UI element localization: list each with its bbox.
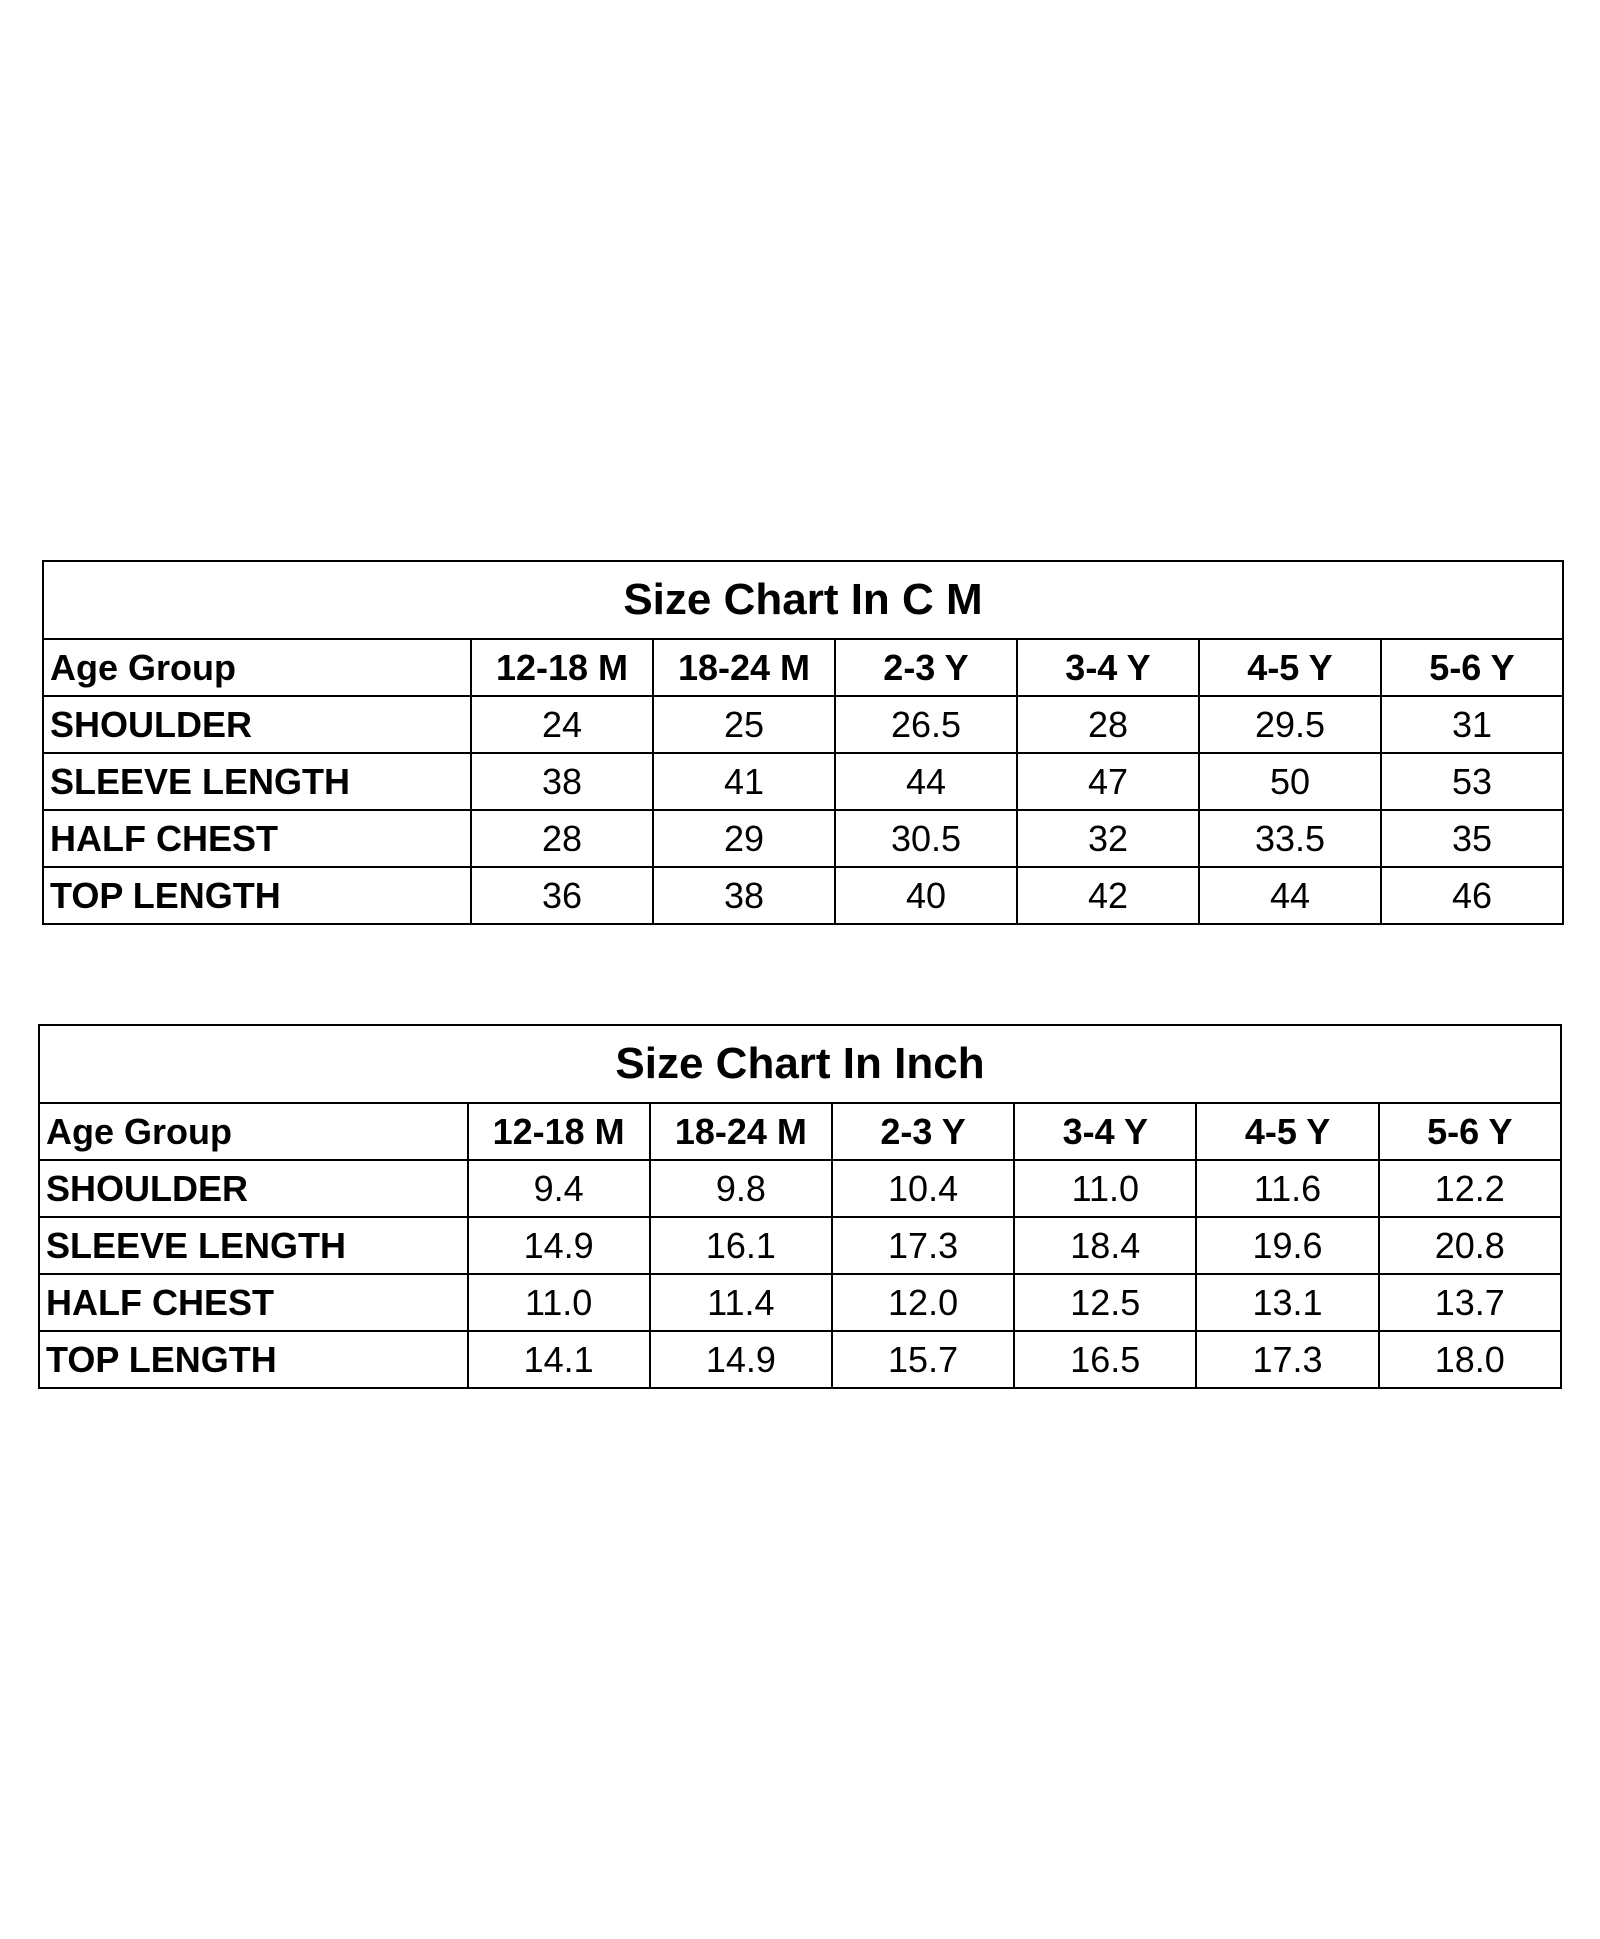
table-row [43, 810, 1563, 867]
table-title: Size Chart In Inch [39, 1025, 1561, 1103]
table-cell: 53 [1381, 753, 1563, 810]
column-header: 12-18 M [468, 1103, 650, 1160]
table-cell: 13.7 [1379, 1274, 1561, 1331]
size-chart-cm-table [42, 560, 1564, 925]
table-row [39, 1274, 1561, 1331]
row-label: SLEEVE LENGTH [43, 753, 471, 810]
table-cell: 17.3 [1196, 1331, 1378, 1388]
table-cell: 11.4 [650, 1274, 832, 1331]
table-row [43, 867, 1563, 924]
table-cell: 12.5 [1014, 1274, 1196, 1331]
table-row [43, 696, 1563, 753]
table-cell: 20.8 [1379, 1217, 1561, 1274]
table-header-row [43, 639, 1563, 696]
row-label: SHOULDER [43, 696, 471, 753]
table-cell: 25 [653, 696, 835, 753]
table-cell: 19.6 [1196, 1217, 1378, 1274]
table-cell: 12.2 [1379, 1160, 1561, 1217]
table-cell: 31 [1381, 696, 1563, 753]
table-cell: 44 [1199, 867, 1381, 924]
table-cell: 36 [471, 867, 653, 924]
table-cell: 18.0 [1379, 1331, 1561, 1388]
table-cell: 15.7 [832, 1331, 1014, 1388]
column-header: 5-6 Y [1381, 639, 1563, 696]
table-cell: 16.5 [1014, 1331, 1196, 1388]
table-cell: 11.0 [1014, 1160, 1196, 1217]
column-header: 3-4 Y [1017, 639, 1199, 696]
table-title: Size Chart In C M [43, 561, 1563, 639]
header-label: Age Group [39, 1103, 468, 1160]
table-cell: 33.5 [1199, 810, 1381, 867]
table-cell: 18.4 [1014, 1217, 1196, 1274]
column-header: 18-24 M [650, 1103, 832, 1160]
table-cell: 24 [471, 696, 653, 753]
table-cell: 35 [1381, 810, 1563, 867]
column-header: 5-6 Y [1379, 1103, 1561, 1160]
size-chart-inch-table [38, 1024, 1562, 1389]
table-title-row [39, 1025, 1561, 1103]
table-cell: 14.9 [468, 1217, 650, 1274]
table-cell: 9.8 [650, 1160, 832, 1217]
table-cell: 46 [1381, 867, 1563, 924]
table-cell: 28 [1017, 696, 1199, 753]
table-cell: 9.4 [468, 1160, 650, 1217]
table-cell: 50 [1199, 753, 1381, 810]
table-cell: 14.9 [650, 1331, 832, 1388]
table-cell: 29.5 [1199, 696, 1381, 753]
column-header: 2-3 Y [835, 639, 1017, 696]
column-header: 12-18 M [471, 639, 653, 696]
table-cell: 28 [471, 810, 653, 867]
table-cell: 44 [835, 753, 1017, 810]
column-header: 2-3 Y [832, 1103, 1014, 1160]
table-cell: 13.1 [1196, 1274, 1378, 1331]
table-title-row [43, 561, 1563, 639]
column-header: 4-5 Y [1196, 1103, 1378, 1160]
row-label: TOP LENGTH [39, 1331, 468, 1388]
table-cell: 30.5 [835, 810, 1017, 867]
table-cell: 41 [653, 753, 835, 810]
table-header-row [39, 1103, 1561, 1160]
column-header: 4-5 Y [1199, 639, 1381, 696]
table-cell: 16.1 [650, 1217, 832, 1274]
row-label: SHOULDER [39, 1160, 468, 1217]
table-cell: 12.0 [832, 1274, 1014, 1331]
column-header: 18-24 M [653, 639, 835, 696]
table-row [43, 753, 1563, 810]
row-label: HALF CHEST [39, 1274, 468, 1331]
column-header: 3-4 Y [1014, 1103, 1196, 1160]
row-label: HALF CHEST [43, 810, 471, 867]
table-row [39, 1160, 1561, 1217]
table-row [39, 1217, 1561, 1274]
table-cell: 29 [653, 810, 835, 867]
table-cell: 38 [653, 867, 835, 924]
table-cell: 17.3 [832, 1217, 1014, 1274]
row-label: TOP LENGTH [43, 867, 471, 924]
table-cell: 14.1 [468, 1331, 650, 1388]
table-cell: 11.0 [468, 1274, 650, 1331]
table-cell: 47 [1017, 753, 1199, 810]
table-cell: 11.6 [1196, 1160, 1378, 1217]
table-cell: 26.5 [835, 696, 1017, 753]
table-cell: 40 [835, 867, 1017, 924]
table-cell: 38 [471, 753, 653, 810]
table-row [39, 1331, 1561, 1388]
table-cell: 42 [1017, 867, 1199, 924]
row-label: SLEEVE LENGTH [39, 1217, 468, 1274]
table-cell: 32 [1017, 810, 1199, 867]
header-label: Age Group [43, 639, 471, 696]
table-cell: 10.4 [832, 1160, 1014, 1217]
